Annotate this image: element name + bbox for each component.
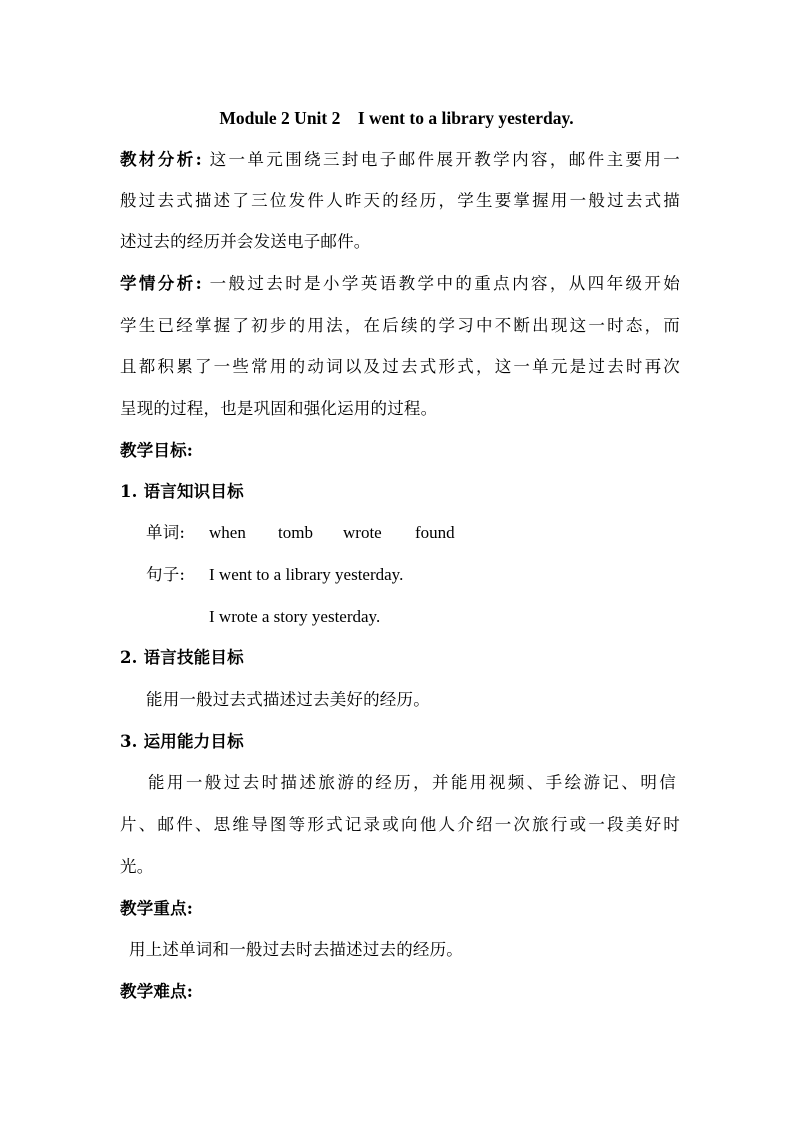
student-analysis-text-1: 一般过去时是小学英语教学中的重点内容，从四年级开始 [209,274,681,293]
key-points-heading: 教学重点: [120,899,194,918]
vocab-word-wrote: wrote [343,523,382,542]
language-skills-text: 能用一般过去式描述过去美好的经历。 [146,690,430,709]
student-analysis-label: 学情分析: [120,274,202,293]
student-analysis-line-4: 呈现的过程，也是巩固和强化运用的过程。 [120,399,438,418]
application-line-2: 片、邮件、思维导图等形式记录或向他人介绍一次旅行或一段美好时 [120,815,680,834]
textbook-analysis-text-1: 这一单元围绕三封电子邮件展开教学内容，邮件主要用一 [209,150,681,169]
sentence-1: I went to a library yesterday. [209,565,404,584]
student-analysis-line-1 [120,272,680,296]
textbook-analysis-label: 教材分析: [120,150,202,169]
application-line-1: 能用一般过去时描述旅游的经历，并能用视频、手绘游记、明信 [148,773,676,792]
vocab-word-found: found [415,523,455,542]
textbook-analysis-line-2: 般过去式描述了三位发件人昨天的经历，学生要掌握用一般过去式描 [120,191,680,210]
textbook-analysis-line-1 [120,148,680,172]
key-points-text: 用上述单词和一般过去时去描述过去的经历。 [129,940,463,959]
objectives-heading: 教学目标: [120,441,194,460]
vocab-word-tomb: tomb [278,523,313,542]
language-skills-heading: 2. 语言技能目标 [120,648,244,667]
words-label: 单词: [146,523,186,542]
difficulties-heading: 教学难点: [120,982,194,1001]
textbook-analysis-line-3: 述过去的经历并会发送电子邮件。 [120,232,371,251]
vocab-word-when: when [209,523,246,542]
application-line-3: 光。 [120,857,154,876]
student-analysis-line-3: 且都积累了一些常用的动词以及过去式形式，这一单元是过去时再次 [120,357,680,376]
application-heading: 3. 运用能力目标 [120,732,244,751]
page-title: Module 2 Unit 2 I went to a library yesterday. [219,108,574,128]
sentence-2: I wrote a story yesterday. [209,607,381,626]
language-knowledge-heading: 1. 语言知识目标 [120,482,244,501]
student-analysis-line-2: 学生已经掌握了初步的用法，在后续的学习中不断出现这一时态，而 [120,316,680,335]
sentences-label: 句子: [146,565,186,584]
